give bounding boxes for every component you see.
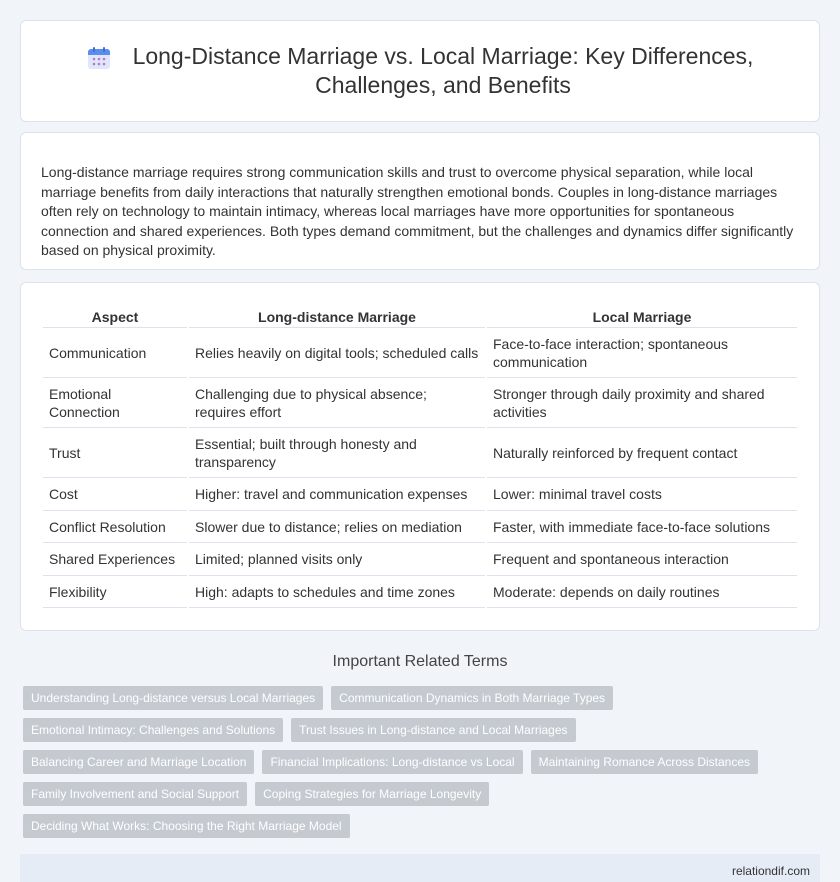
intro-text: Long-distance marriage requires strong communication skills and trust to overcome physical separation, while local marriage benefits from daily interactions that naturally strengthen emotional bonds. Couples in long-distance marriages often rely on technology to maintain intimacy, whereas local marriages have more opportunities for spontaneous connection and shared experiences. Both types demand commitment, but the challenges and dynamics differ significantly based on physical proximity. [41, 164, 794, 259]
table-row [43, 380, 797, 428]
cell-local: Frequent and spontaneous interaction [487, 545, 797, 576]
cell-aspect: Shared Experiences [43, 545, 187, 576]
cell-long-distance: Higher: travel and communication expenses [189, 480, 485, 511]
related-term-tag[interactable]: Emotional Intimacy: Challenges and Solutions [23, 718, 283, 742]
cell-aspect: Trust [43, 430, 187, 478]
cell-long-distance: Challenging due to physical absence; requires effort [189, 380, 485, 428]
page-title [133, 42, 754, 100]
related-term-tag[interactable]: Communication Dynamics in Both Marriage Types [331, 686, 613, 710]
column-header-long-distance: Long-distance Marriage [189, 307, 485, 328]
related-term-tag[interactable]: Family Involvement and Social Support [23, 782, 247, 806]
related-terms-title: Important Related Terms [332, 653, 508, 670]
footer-site-link[interactable]: relationdif.com [731, 864, 810, 878]
footer [20, 854, 820, 882]
related-term-tag[interactable]: Coping Strategies for Marriage Longevity [255, 782, 489, 806]
cell-aspect: Communication [43, 330, 187, 378]
cell-local: Naturally reinforced by frequent contact [487, 430, 797, 478]
calendar-icon [87, 46, 111, 70]
cell-local: Moderate: depends on daily routines [487, 578, 797, 609]
table-row [43, 545, 797, 576]
table-row [43, 430, 797, 478]
related-terms-list [20, 686, 820, 846]
comparison-table-card [20, 282, 820, 631]
related-term-tag[interactable]: Trust Issues in Long-distance and Local Marriages [291, 718, 575, 742]
cell-long-distance: Limited; planned visits only [189, 545, 485, 576]
cell-aspect: Flexibility [43, 578, 187, 609]
related-term-tag[interactable]: Deciding What Works: Choosing the Right Marriage Model [23, 814, 350, 838]
related-term-tag[interactable]: Balancing Career and Marriage Location [23, 750, 254, 774]
cell-long-distance: High: adapts to schedules and time zones [189, 578, 485, 609]
header-inner [87, 42, 754, 100]
table-row [43, 330, 797, 378]
table-row [43, 513, 797, 544]
cell-aspect: Cost [43, 480, 187, 511]
related-term-tag[interactable]: Financial Implications: Long-distance vs Local [262, 750, 522, 774]
header-card [20, 20, 820, 122]
page-title-line2: Challenges, and Benefits [315, 72, 571, 98]
column-header-local: Local Marriage [487, 307, 797, 328]
cell-local: Faster, with immediate face-to-face solutions [487, 513, 797, 544]
related-term-tag[interactable]: Maintaining Romance Across Distances [531, 750, 758, 774]
table-header-row [43, 307, 797, 328]
related-term-tag[interactable]: Understanding Long-distance versus Local Marriages [23, 686, 323, 710]
cell-long-distance: Essential; built through honesty and transparency [189, 430, 485, 478]
cell-local: Lower: minimal travel costs [487, 480, 797, 511]
cell-long-distance: Relies heavily on digital tools; scheduled calls [189, 330, 485, 378]
table-row [43, 480, 797, 511]
cell-aspect: Emotional Connection [43, 380, 187, 428]
comparison-table [41, 305, 799, 610]
cell-local: Stronger through daily proximity and shared activities [487, 380, 797, 428]
cell-local: Face-to-face interaction; spontaneous communication [487, 330, 797, 378]
cell-aspect: Conflict Resolution [43, 513, 187, 544]
table-row [43, 578, 797, 609]
cell-long-distance: Slower due to distance; relies on mediation [189, 513, 485, 544]
page-title-line1: Long-Distance Marriage vs. Local Marriage: Key Differences, [132, 43, 754, 69]
column-header-aspect: Aspect [43, 307, 187, 328]
intro-card [20, 132, 820, 270]
